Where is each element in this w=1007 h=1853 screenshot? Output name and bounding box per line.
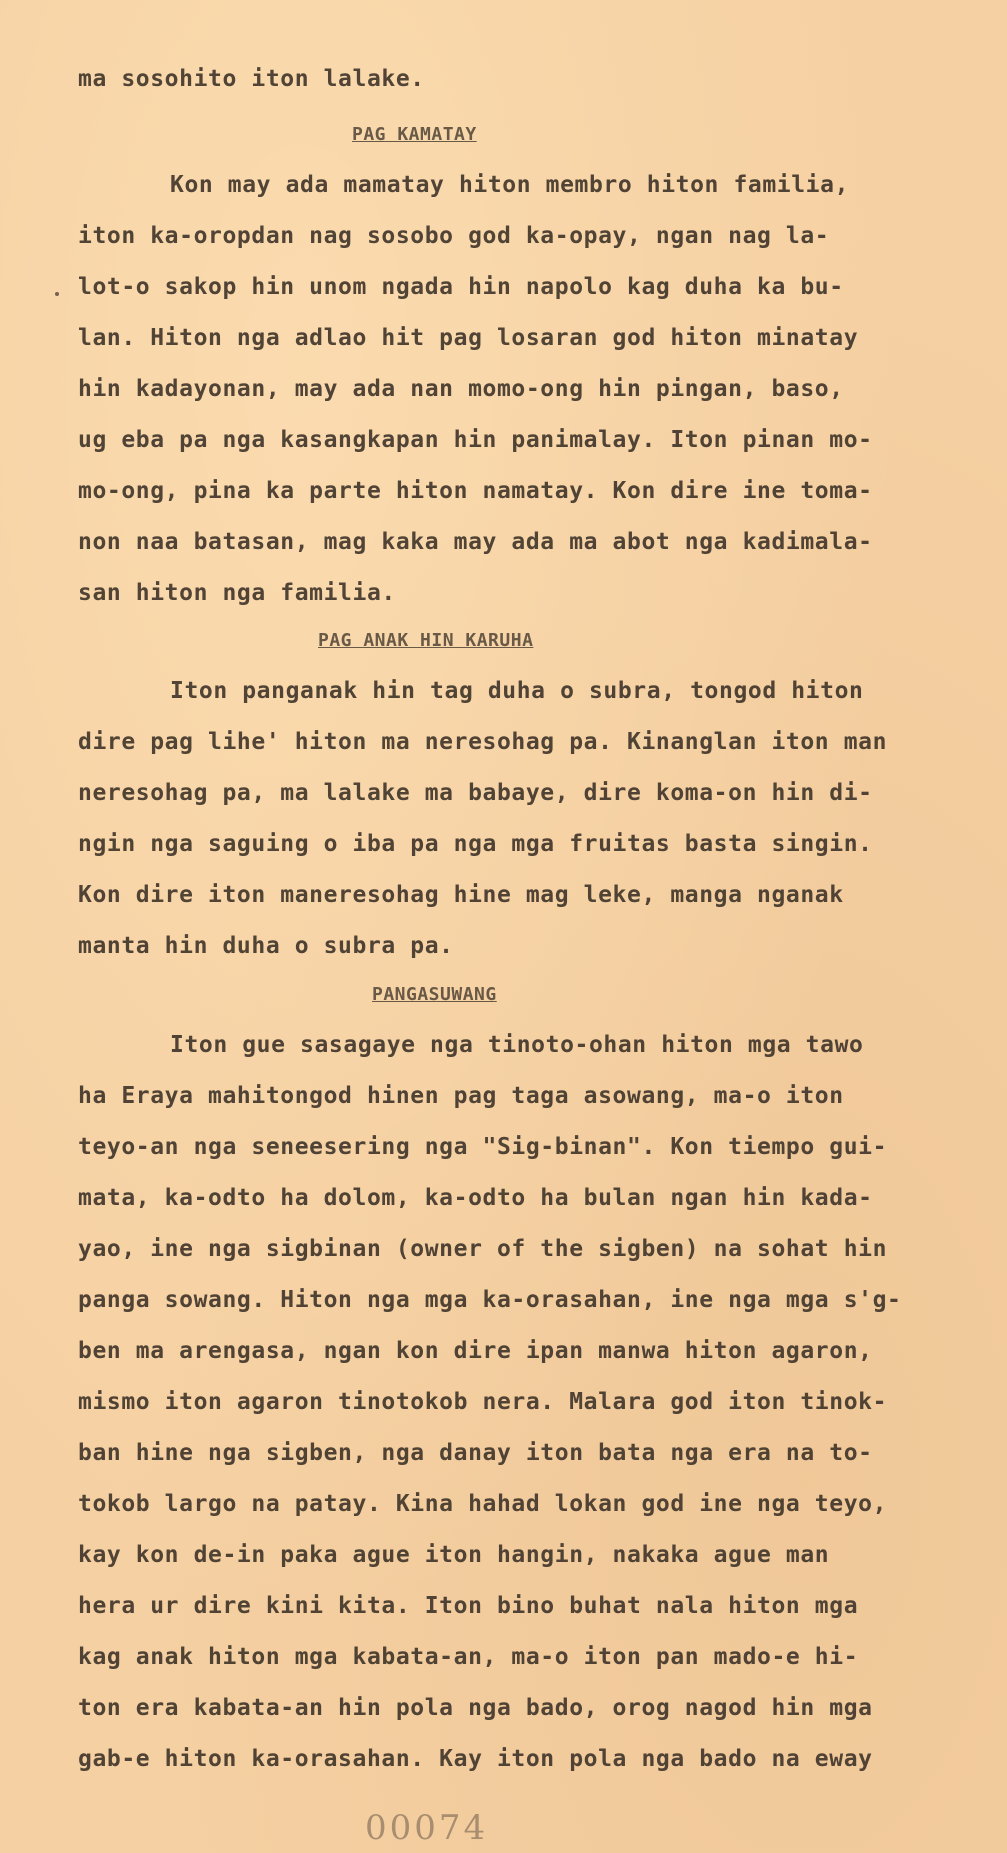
section-heading-pangasuwang: PANGASUWANG bbox=[372, 984, 497, 1005]
body-line: ug eba pa nga kasangkapan hin panimalay. Iton pinan mo- bbox=[78, 427, 873, 453]
body-line: yao, ine nga sigbinan (owner of the sigben) na sohat hin bbox=[78, 1236, 888, 1262]
body-line: ngin nga saguing o iba pa nga mga fruitas basta singin. bbox=[78, 831, 873, 857]
body-line: mata, ka-odto ha dolom, ka-odto ha bulan ngan hin kada- bbox=[78, 1185, 873, 1211]
body-line: ben ma arengasa, ngan kon dire ipan manwa hiton agaron, bbox=[78, 1338, 873, 1364]
body-line: panga sowang. Hiton nga mga ka-orasahan, ine nga mga s'g- bbox=[78, 1287, 902, 1313]
section-heading-pag-anak: PAG ANAK HIN KARUHA bbox=[318, 630, 534, 651]
body-line: hin kadayonan, may ada nan momo-ong hin pingan, baso, bbox=[78, 376, 844, 402]
body-line: Kon dire iton maneresohag hine mag leke, manga nganak bbox=[78, 882, 844, 908]
body-line: Iton panganak hin tag duha o subra, tongod hiton bbox=[170, 678, 864, 704]
body-line: teyo-an nga seneesering nga "Sig-binan". Kon tiempo gui- bbox=[78, 1134, 888, 1160]
body-line: san hiton nga familia. bbox=[78, 580, 396, 606]
body-line: ban hine nga sigben, nga danay iton bata nga era na to- bbox=[78, 1440, 873, 1466]
section-heading-pag-kamatay: PAG KAMATAY bbox=[352, 124, 477, 145]
body-line: tokob largo na patay. Kina hahad lokan god ine nga teyo, bbox=[78, 1491, 888, 1517]
intro-line: ma sosohito iton lalake. bbox=[78, 66, 425, 92]
body-line: manta hin duha o subra pa. bbox=[78, 933, 454, 959]
body-line: Iton gue sasagaye nga tinoto-ohan hiton mga tawo bbox=[170, 1032, 864, 1058]
body-line: kag anak hiton mga kabata-an, ma-o iton pan mado-e hi- bbox=[78, 1644, 859, 1670]
body-line: Kon may ada mamatay hiton membro hiton familia, bbox=[170, 172, 850, 198]
body-line: neresohag pa, ma lalake ma babaye, dire koma-on hin di- bbox=[78, 780, 873, 806]
body-line: kay kon de-in paka ague iton hangin, nakaka ague man bbox=[78, 1542, 830, 1568]
body-line: non naa batasan, mag kaka may ada ma abot nga kadimala- bbox=[78, 529, 873, 555]
body-line: dire pag lihe' hiton ma neresohag pa. Kinanglan iton man bbox=[78, 729, 888, 755]
body-line: lan. Hiton nga adlao hit pag losaran god hiton minatay bbox=[78, 325, 859, 351]
body-line: lot-o sakop hin unom ngada hin napolo kag duha ka bu- bbox=[78, 274, 844, 300]
body-line: ton era kabata-an hin pola nga bado, orog nagod hin mga bbox=[78, 1695, 873, 1721]
body-line: ha Eraya mahitongod hinen pag taga asowang, ma-o iton bbox=[78, 1083, 844, 1109]
body-line: gab-e hiton ka-orasahan. Kay iton pola nga bado na eway bbox=[78, 1746, 873, 1772]
body-line: mismo iton agaron tinotokob nera. Malara god iton tinok- bbox=[78, 1389, 888, 1415]
ink-speck bbox=[55, 292, 59, 296]
body-line: mo-ong, pina ka parte hiton namatay. Kon dire ine toma- bbox=[78, 478, 873, 504]
page-number-stamp: 00074 bbox=[365, 1808, 489, 1848]
body-line: iton ka-oropdan nag sosobo god ka-opay, ngan nag la- bbox=[78, 223, 830, 249]
body-line: hera ur dire kini kita. Iton bino buhat nala hiton mga bbox=[78, 1593, 859, 1619]
